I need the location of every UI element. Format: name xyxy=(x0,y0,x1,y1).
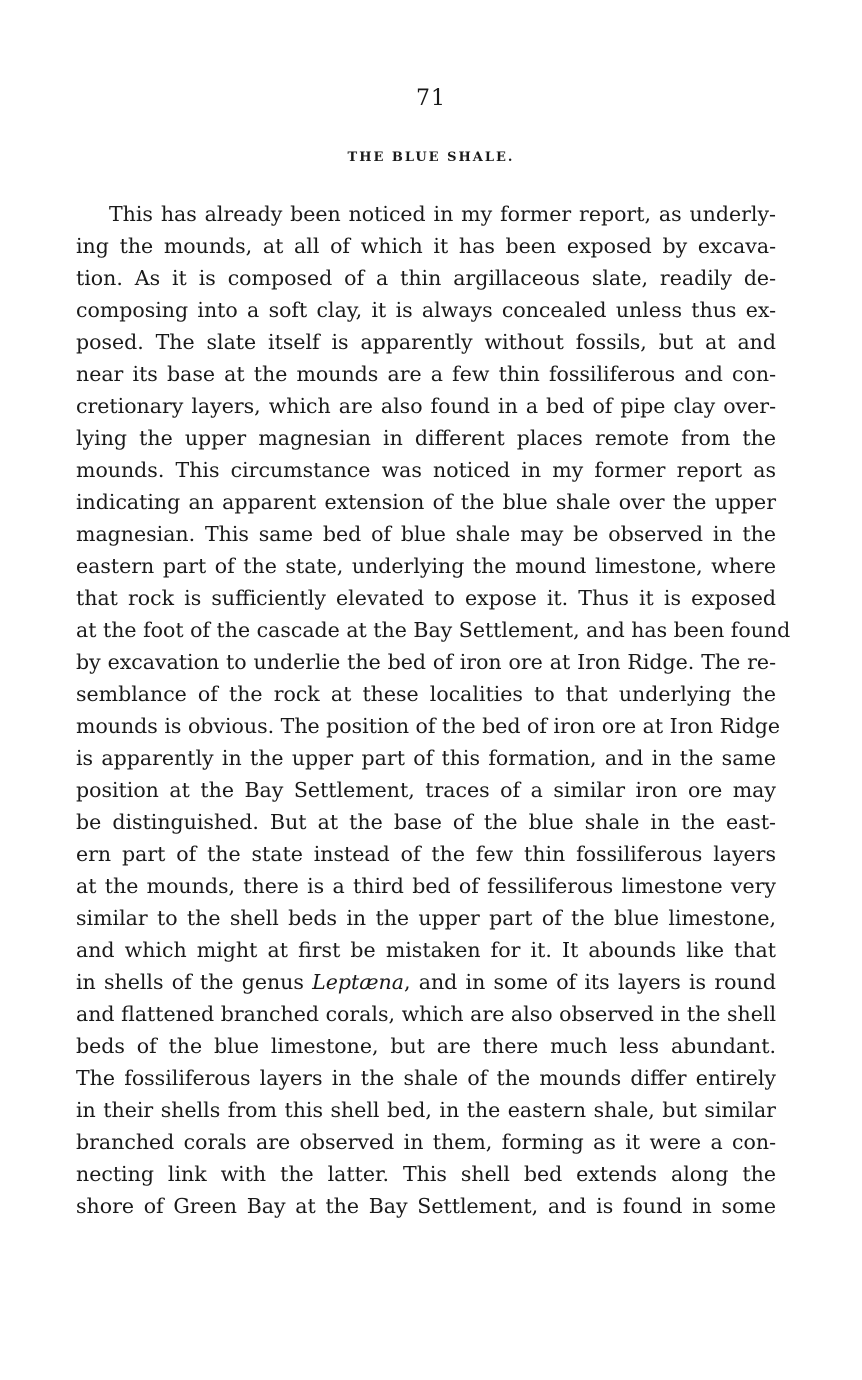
text-line: eastern part of the state, underlying the mound limestone, where xyxy=(76,554,776,578)
text-line: by excavation to underlie the bed of iron ore at Iron Ridge. The re- xyxy=(76,650,776,674)
text-line: The fossiliferous layers in the shale of the mounds differ entirely xyxy=(76,1066,776,1090)
text-line: lying the upper magnesian in different places remote from the xyxy=(76,426,776,450)
section-title: THE BLUE SHALE. xyxy=(347,150,515,165)
text-line: mounds is obvious. The position of the bed of iron ore at Iron Ridge xyxy=(76,714,780,738)
text-line: in shells of the genus Leptæna, and in some of its layers is round xyxy=(76,970,776,994)
genus-name: Leptæna xyxy=(312,970,404,994)
text-line: ern part of the state instead of the few thin fossiliferous layers xyxy=(76,842,776,866)
text-line: cretionary layers, which are also found in a bed of pipe clay over- xyxy=(76,394,776,418)
text-line: beds of the blue limestone, but are there much less abundant. xyxy=(76,1034,776,1058)
text-line: semblance of the rock at these localities to that underlying the xyxy=(76,682,776,706)
page-number: 71 xyxy=(416,86,446,111)
text-line: at the foot of the cascade at the Bay Settlement, and has been found xyxy=(76,618,791,642)
text-line: similar to the shell beds in the upper part of the blue limestone, xyxy=(76,906,776,930)
text-line: is apparently in the upper part of this formation, and in the same xyxy=(76,746,776,770)
text-line: indicating an apparent extension of the blue shale over the upper xyxy=(76,490,776,514)
text-line: posed. The slate itself is apparently without fossils, but at and xyxy=(76,330,776,354)
text-line: shore of Green Bay at the Bay Settlement, and is found in some xyxy=(76,1194,776,1218)
text-line: that rock is sufficiently elevated to expose it. Thus it is exposed xyxy=(76,586,776,610)
text-line: in their shells from this shell bed, in the eastern shale, but similar xyxy=(76,1098,776,1122)
text-line: tion. As it is composed of a thin argillaceous slate, readily de- xyxy=(76,266,776,290)
text-line: ing the mounds, at all of which it has been exposed by excava- xyxy=(76,234,776,258)
text-line: composing into a soft clay, it is always concealed unless thus ex- xyxy=(76,298,776,322)
text-line: near its base at the mounds are a few thin fossiliferous and con- xyxy=(76,362,776,386)
text-line: necting link with the latter. This shell bed extends along the xyxy=(76,1162,776,1186)
text-line: branched corals are observed in them, forming as it were a con- xyxy=(76,1130,776,1154)
body-paragraph xyxy=(76,198,791,1222)
text-line: mounds. This circumstance was noticed in my former report as xyxy=(76,458,776,482)
text-line: and flattened branched corals, which are also observed in the shell xyxy=(76,1002,776,1026)
text-line: and which might at first be mistaken for it. It abounds like that xyxy=(76,938,776,962)
text-line: magnesian. This same bed of blue shale may be observed in the xyxy=(76,522,776,546)
text-line: be distinguished. But at the base of the blue shale in the east- xyxy=(76,810,776,834)
text-line: position at the Bay Settlement, traces of a similar iron ore may xyxy=(76,778,776,802)
text-line: This has already been noticed in my former report, as underly- xyxy=(109,202,776,226)
text-line: at the mounds, there is a third bed of fessiliferous limestone very xyxy=(76,874,776,898)
